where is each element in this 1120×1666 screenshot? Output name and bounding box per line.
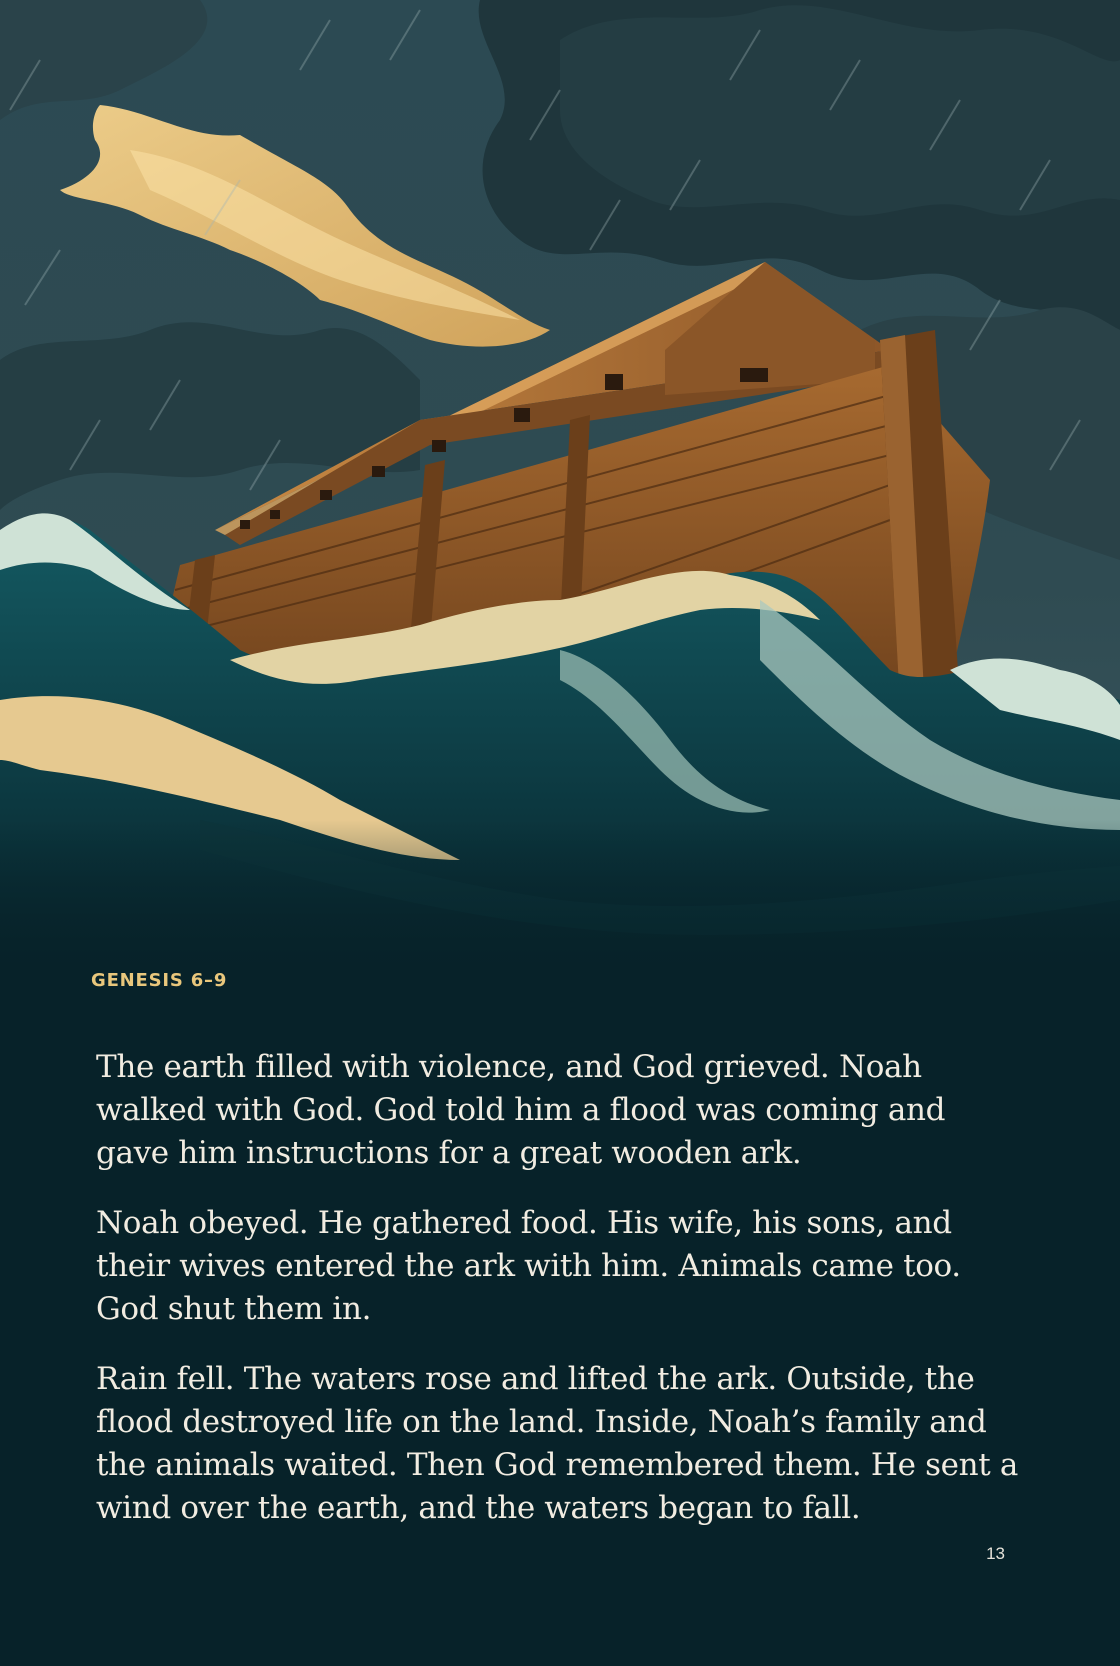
scripture-reference: GENESIS 6–9 bbox=[91, 970, 228, 991]
page-number: 13 bbox=[986, 1544, 1005, 1563]
story-text bbox=[96, 1046, 1026, 1557]
story-paragraph: The earth filled with violence, and God grieved. Noah walked with God. God told him a flood was coming and gave him instructions for a great wooden ark. bbox=[96, 1049, 946, 1171]
story-paragraph: Noah obeyed. He gathered food. His wife, his sons, and their wives entered the ark with him. Animals came too. God shut them in. bbox=[96, 1205, 961, 1327]
story-paragraph: Rain fell. The waters rose and lifted the ark. Outside, the flood destroyed life on the land. Inside, Noah’s family and the animals waited. Then God remembered them. He sent a wind over the earth, and the waters began to fall. bbox=[96, 1361, 1018, 1526]
